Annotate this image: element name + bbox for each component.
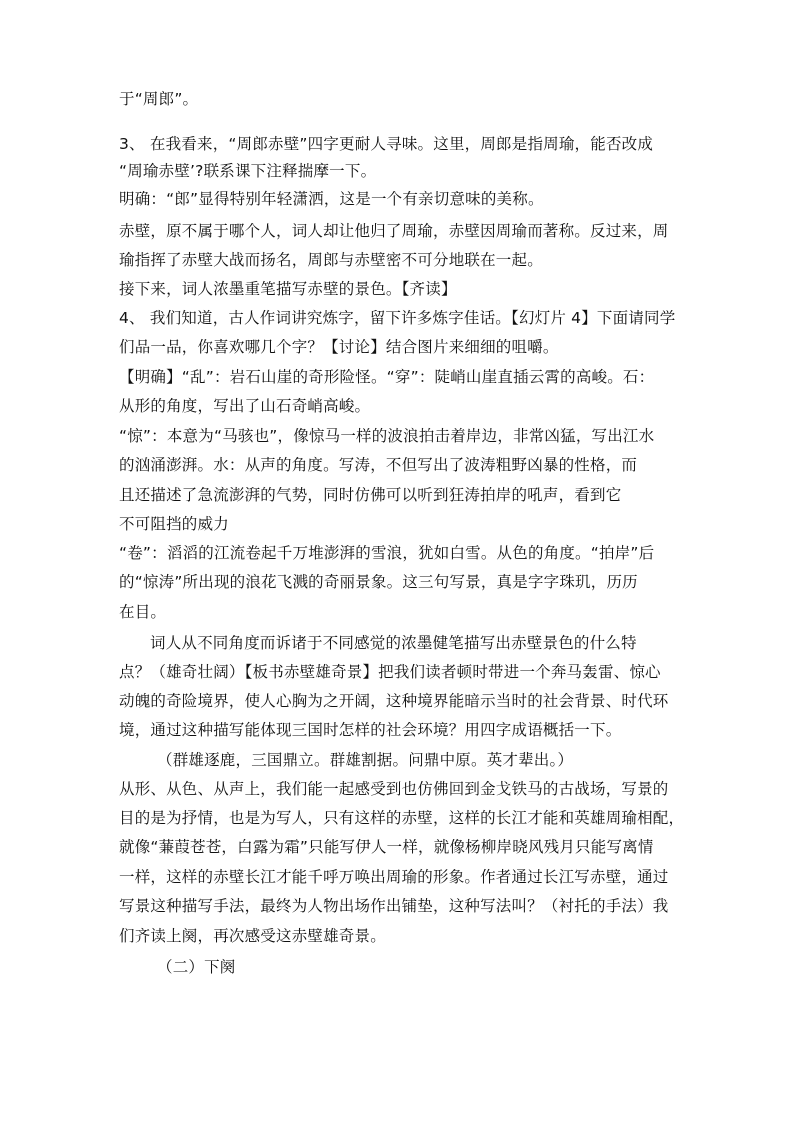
text-line: 境，通过这种描写能体现三国时怎样的社会环境？用四字成语概括一下。 — [119, 721, 622, 739]
text-line: 赤壁，原不属于哪个人，词人却让他归了周瑜，赤壁因周瑜而著称。反过来，周 — [119, 222, 669, 240]
text-line: 的汹涌澎湃。水：从声的角度。写涛，不但写出了波涛粗野凶暴的性格，而 — [119, 456, 638, 474]
text-line: 4、 我们知道，古人作词讲究炼字，留下许多炼字佳话。【幻灯片 4】下面请同学 — [119, 309, 676, 327]
text-line: 于“周郎”。 — [119, 90, 199, 108]
text-line: 们品一品，你喜欢哪几个字？【讨论】结合图片来细细的咀嚼。 — [119, 338, 559, 356]
text-line: 在目。 — [119, 603, 167, 621]
text-line: 一样，这样的赤壁长江才能千呼万唤出周瑜的形象。作者通过长江写赤壁，通过 — [119, 868, 669, 886]
text-line: （群雄逐鹿，三国鼎立。群雄割据。问鼎中原。英才辈出。） — [157, 751, 574, 769]
text-line: “周瑜赤壁’?联系课下注释揣摩一下。 — [119, 162, 377, 180]
text-line: 【明确】“乱”：岩石山崖的奇形险怪。“穿”：陡峭山崖直插云霄的高峻。石： — [119, 368, 655, 386]
text-line: 不可阻挡的威力 — [119, 515, 229, 533]
text-line: 动魄的奇险境界，使人心胸为之开阔，这种境界能暗示当时的社会背景、时代环 — [119, 692, 669, 710]
text-line: 3、 在我看来，“周郎赤壁”四字更耐人寻味。这里，周郎是指周瑜，能否改成 — [119, 135, 654, 153]
text-line: “卷”：滔滔的江流卷起千万堆澎湃的雪浪，犹如白雪。从色的角度。“拍岸”后 — [119, 544, 655, 562]
text-line: 们齐读上阕，再次感受这赤壁雄奇景。 — [119, 927, 386, 945]
text-line: 就像“蒹葭苍苍，白露为霜”只能写伊人一样，就像杨柳岸晓风残月只能写离情 — [119, 838, 654, 856]
text-line: 接下来，词人浓墨重笔描写赤壁的景色。【齐读】 — [119, 280, 457, 298]
text-line: 瑜指挥了赤壁大战而扬名，周郎与赤壁密不可分地联在一起。 — [119, 251, 543, 269]
section-heading: （二）下阕 — [157, 958, 236, 976]
text-line: 词人从不同角度而诉诸于不同感觉的浓墨健笔描写出赤壁景色的什么特 — [150, 634, 637, 652]
text-line: 的“惊涛”所出现的浪花飞溅的奇丽景象。这三句写景，真是字字珠玑，历历 — [119, 573, 638, 591]
text-line: 从形、从色、从声上，我们能一起感受到也仿佛回到金戈铁马的古战场，写景的 — [119, 780, 669, 798]
text-line: 从形的角度，写出了山石奇峭高峻。 — [119, 397, 371, 415]
text-line: 且还描述了急流澎湃的气势，同时仿佛可以听到狂涛拍岸的吼声，看到它 — [119, 486, 622, 504]
text-line: “惊”：本意为“马骇也”，像惊马一样的波浪拍击着岸边，非常凶猛，写出江水 — [119, 427, 655, 445]
text-line: 明确：“郎”显得特别年轻潇洒，这是一个有亲切意味的美称。 — [119, 190, 544, 208]
text-line: 目的是为抒情，也是为写人，只有这样的赤壁，这样的长江才能和英雄周瑜相配， — [119, 809, 685, 827]
text-line: 写景这种描写手法，最终为人物出场作出铺垫，这种写法叫？（衬托的手法）我 — [119, 897, 669, 915]
text-line: 点？（雄奇壮阔）【板书赤壁雄奇景】把我们读者顿时带进一个奔马轰雷、惊心 — [119, 663, 661, 681]
